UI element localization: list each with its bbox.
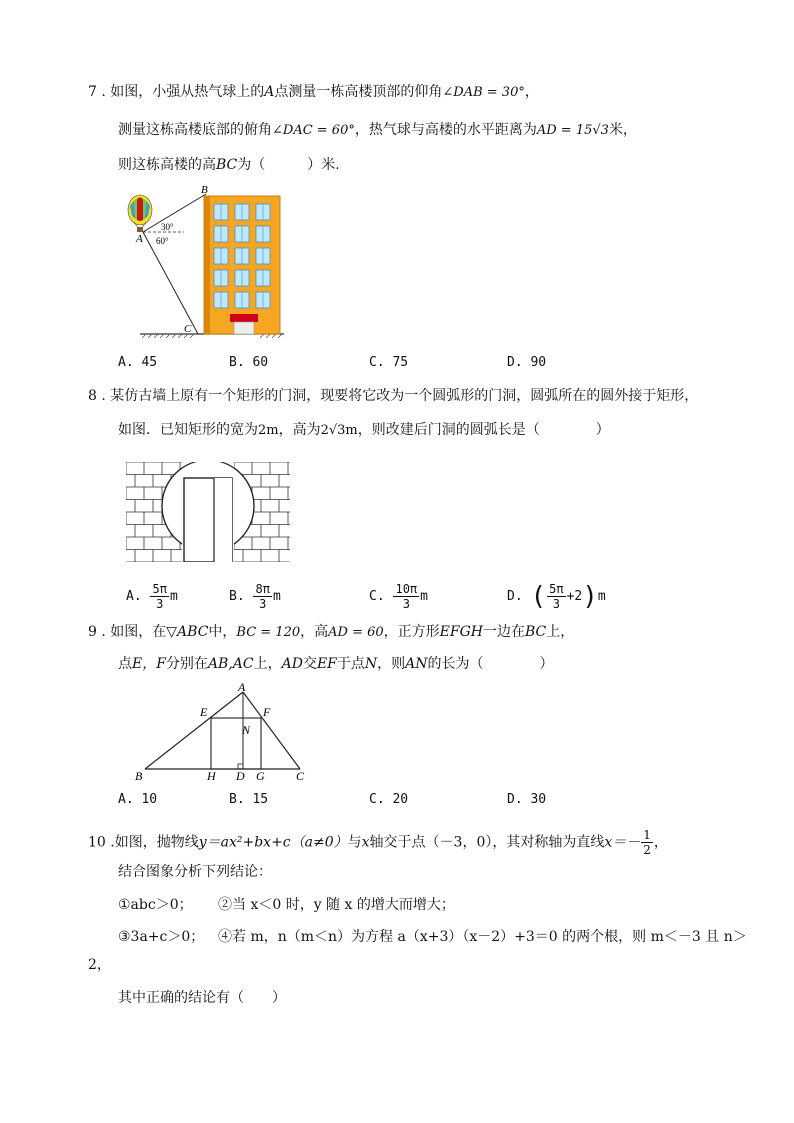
q8-text-2c: ，则改建后门洞的圆弧长是（ ）	[357, 422, 610, 438]
q10-frac-num: 1	[643, 828, 651, 842]
q8-option-c[interactable]	[369, 582, 428, 611]
q8-option-a[interactable]	[126, 582, 178, 611]
q10-text-1b: 与	[347, 834, 362, 851]
q9-triangle: ▽ABC	[166, 624, 209, 640]
q8-option-a-den: 3	[156, 597, 164, 611]
q10-text-1a: 如图，抛物线	[114, 834, 199, 851]
q8-option-d-extra: +2	[566, 589, 583, 604]
q7-text-2: 测量这栋高楼底部的俯角	[118, 122, 272, 138]
q7-text-c: ，	[524, 84, 539, 100]
segment-ab	[145, 692, 243, 769]
q10-conclusion-1: ①abc＞0；	[118, 897, 193, 913]
q7-text-2c: 米，	[608, 122, 637, 138]
q8-height: 2√3m	[320, 423, 358, 438]
q8-option-d-den: 3	[552, 597, 560, 611]
q9-label-n: N	[242, 723, 251, 737]
q8-option-c-fraction	[393, 582, 419, 611]
q8-text-1: 某仿古墙上原有一个矩形的门洞，现要将它改为一个圆弧形的门洞，圆弧所在的圆外接于矩形，	[110, 388, 699, 404]
building-windows	[214, 204, 270, 308]
q8-option-d-label: D.	[507, 589, 523, 604]
q10-conclusion-3: ③3a+c＞0；	[118, 929, 205, 945]
q9-label-h: H	[207, 769, 216, 783]
q9-bc2: BC	[524, 624, 547, 640]
q9-label-e: E	[200, 705, 208, 719]
q9-line-1	[88, 622, 574, 643]
q9-text-1a: 如图，在	[110, 624, 167, 640]
q7-line-3	[118, 155, 340, 175]
q9-option-b[interactable]: B. 15	[229, 792, 269, 807]
q8-option-b-fraction	[253, 582, 271, 611]
label-a: A	[136, 233, 143, 245]
q8-line-2	[118, 420, 610, 441]
line-ac	[143, 232, 198, 334]
q7-option-c[interactable]: C. 75	[369, 355, 409, 370]
q8-option-d-rparen: )	[582, 581, 598, 612]
q9-text-2f: ，则	[377, 656, 406, 672]
q9-label-f: F	[263, 705, 271, 719]
q7-ad-value: AD = 15√3	[536, 123, 609, 138]
q10-line-5: 其中正确的结论有（ ）	[118, 990, 286, 1006]
ground-hatch	[142, 334, 282, 338]
q7-line-2	[118, 120, 637, 141]
balloon-stripe-red	[137, 198, 143, 222]
q8-option-b-unit: m	[272, 589, 281, 604]
square-efgh	[211, 718, 261, 769]
q7-text: 如图，小强从热气球上的	[110, 84, 265, 100]
q9-option-c[interactable]: C. 20	[369, 792, 409, 807]
label-angle-30: 30°	[161, 222, 174, 232]
q7-text-3: 则这栋高楼的高	[118, 157, 216, 173]
q10-equation: y＝ax²+bx+c（a≠0）	[198, 834, 348, 851]
q9-text-2a: 点	[118, 656, 132, 672]
q7-angle-dac: ∠DAC = 60°	[272, 123, 355, 138]
q9-option-a[interactable]: A. 10	[118, 792, 158, 807]
q8-option-b[interactable]	[229, 582, 281, 611]
segment-ac	[243, 692, 300, 769]
building-edge	[204, 196, 210, 334]
q10-conclusion-4: ④若 m，n（m＜n）为方程 a（x+3）（x－2）+3＝0 的两个根，则 m＜－3 且 n＞	[218, 929, 747, 945]
q8-number: 8 .	[88, 388, 106, 404]
q9-text-1e: 一边在	[482, 624, 525, 640]
q8-option-a-fraction	[150, 582, 168, 611]
q7-option-b[interactable]: B. 60	[229, 355, 269, 370]
q9-square: EFGH	[439, 624, 483, 640]
q9-number: 9 .	[88, 624, 106, 640]
q9-option-d[interactable]: D. 30	[507, 792, 547, 807]
q9-an: AN	[405, 656, 428, 672]
q10-text-1c: 轴交于点（－3，0），其对称轴为直线	[369, 834, 605, 851]
q9-label-g: G	[256, 769, 265, 783]
q7-text-2b: ，热气球与高楼的水平距离为	[354, 122, 537, 138]
label-b: B	[201, 184, 208, 196]
q8-option-d[interactable]	[507, 582, 606, 611]
q10-conclusion-2: ②当 x＜0 时，y 随 x 的增大而增大；	[218, 897, 455, 913]
q10-text-1d: ，	[653, 834, 668, 851]
q9-text-2g: 的长为（ ）	[427, 656, 554, 672]
q10-number: 10 .	[88, 834, 115, 851]
q9-text-1b: 中，	[208, 624, 237, 640]
q9-label-b: B	[135, 769, 143, 783]
q10-line-2: 结合图象分析下列结论：	[118, 864, 272, 880]
q9-text-2b: 分别在	[165, 656, 208, 672]
building-door	[234, 322, 254, 334]
q7-angle-dab: ∠DAB = 30°	[442, 85, 525, 100]
q9-bc: BC = 120	[236, 625, 301, 640]
q7-text-3b: 为（ ）米.	[237, 157, 340, 173]
label-angle-60: 60°	[156, 236, 169, 246]
q7-option-a[interactable]: A. 45	[118, 355, 158, 370]
q9-ef: E，F	[132, 656, 166, 672]
q9-label-d: D	[236, 769, 245, 783]
q8-option-d-num: 5π	[549, 582, 564, 596]
door-inner	[214, 478, 232, 562]
q8-option-b-num: 8π	[255, 582, 270, 596]
q8-option-b-label: B.	[229, 589, 245, 604]
q9-text-2e: 于点	[336, 656, 365, 672]
q8-option-a-unit: m	[169, 589, 178, 604]
q7-option-d[interactable]: D. 90	[507, 355, 547, 370]
q8-text-2a: 如图．已知矩形的宽为	[118, 422, 258, 438]
q10-x: x	[361, 834, 370, 851]
q8-figure	[126, 462, 290, 562]
q7-line-1	[88, 82, 539, 103]
q9-label-c: C	[296, 769, 305, 783]
q9-abac: AB,AC	[207, 656, 254, 672]
q9-nv: N	[364, 656, 378, 672]
q10-sym: x＝－	[604, 834, 641, 851]
q7-number: 7 .	[88, 84, 106, 100]
q8-line-1	[88, 386, 698, 406]
q9-text-1f: 上，	[546, 624, 575, 640]
q7-text-b: 点测量一栋高楼顶部的仰角	[274, 84, 443, 100]
q8-option-c-num: 10π	[395, 582, 418, 596]
label-c: C	[184, 323, 192, 335]
q10-fraction	[641, 828, 653, 857]
q8-text-2b: ，高为	[278, 422, 321, 438]
q8-option-d-unit: m	[597, 589, 606, 604]
balloon-basket	[137, 227, 143, 232]
q9-text-1c: ，高	[300, 624, 329, 640]
q9-ad: AD = 60	[328, 625, 384, 640]
q8-option-d-lparen: (	[530, 581, 547, 612]
q8-option-c-label: C.	[369, 589, 385, 604]
q10-conclusion-4b: 2，	[88, 957, 111, 973]
line-ab	[143, 194, 206, 232]
q9-text-1d: ，正方形	[383, 624, 440, 640]
q9-label-a: A	[238, 680, 246, 694]
q7-bc: BC	[216, 157, 238, 173]
building-awning	[230, 314, 258, 322]
q9-efv: EF	[316, 656, 337, 672]
q10-frac-den: 2	[643, 843, 651, 857]
q8-width: 2m	[258, 423, 279, 438]
q7-point-a: A	[264, 84, 275, 100]
q10-line-1	[88, 828, 668, 857]
q9-line-2	[118, 654, 554, 674]
q8-option-c-den: 3	[402, 597, 410, 611]
q8-option-a-num: 5π	[152, 582, 167, 596]
q8-option-c-unit: m	[420, 589, 428, 604]
q9-figure	[130, 680, 310, 784]
q7-figure	[118, 182, 308, 342]
q8-option-d-fraction	[547, 582, 565, 611]
q8-option-b-den: 3	[259, 597, 267, 611]
q9-text-2d: 交	[302, 656, 317, 672]
q9-adv: AD	[281, 656, 303, 672]
q9-text-2c: 上，	[253, 656, 282, 672]
q8-option-a-label: A.	[126, 589, 142, 604]
